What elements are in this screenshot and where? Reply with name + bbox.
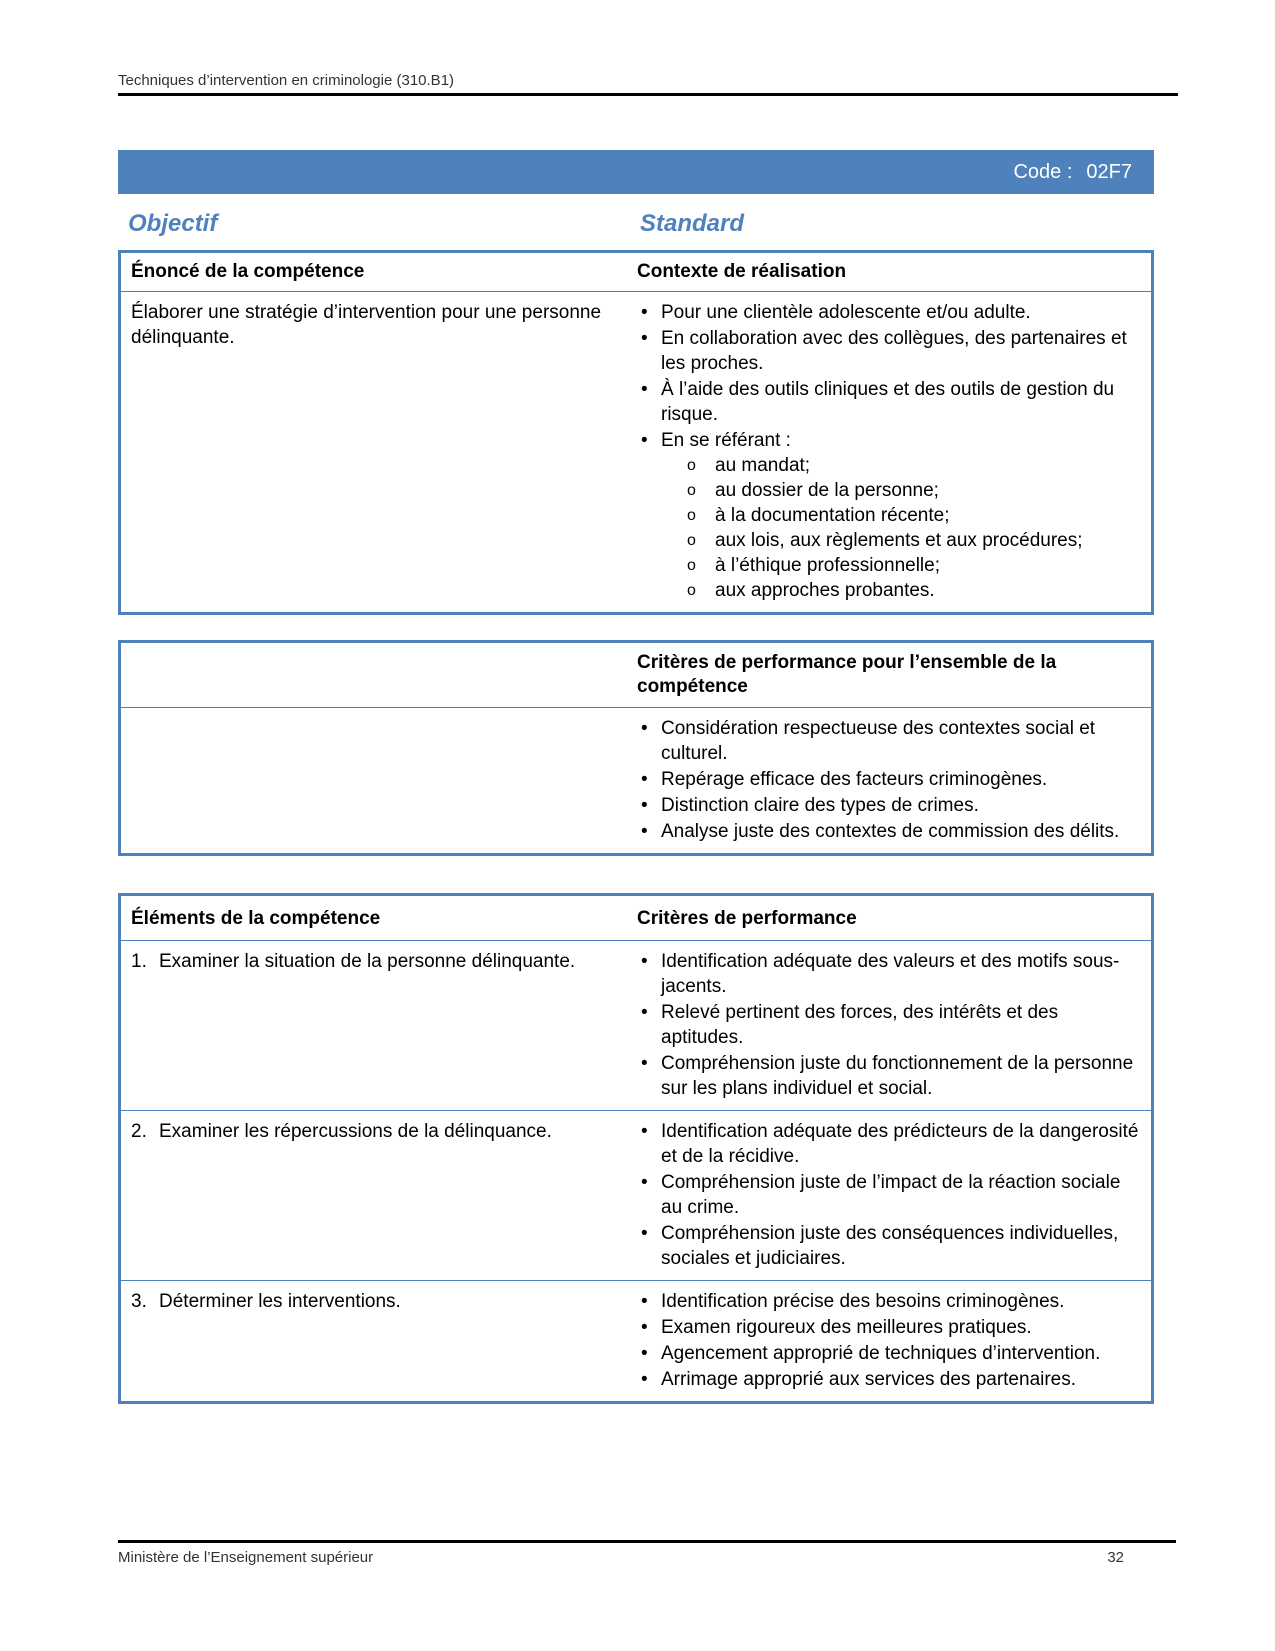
criteria-list [637, 1289, 1141, 1392]
list-item: • Compréhension juste de l’impact de la réaction sociale au crime. [641, 1172, 1121, 1218]
ensemble-table [118, 640, 1154, 856]
page-footer [118, 1540, 1176, 1566]
circle-bullet-icon: o [687, 532, 696, 549]
list-item: • Agencement approprié de techniques d’intervention. [641, 1343, 1101, 1364]
list-item: o à la documentation récente; [687, 505, 950, 526]
list-item: • Arrimage approprié aux services des partenaires. [641, 1369, 1077, 1390]
list-item: • Compréhension juste du fonctionnement de la personne sur les plans individuel et social. [641, 1053, 1134, 1099]
criteria-cell [631, 941, 1151, 1110]
element-label: 1. Examiner la situation de la personne délinquante. [131, 951, 576, 972]
elements-header-row [121, 896, 1151, 941]
circle-bullet-icon: o [687, 507, 696, 524]
competence-statement: Élaborer une stratégie d’intervention pour une personne délinquante. [131, 302, 602, 348]
page-header: Techniques d’intervention en criminologie (310.B1) [118, 72, 1178, 96]
circle-bullet-icon: o [687, 557, 696, 574]
criteria-list [637, 949, 1141, 1101]
bullet-icon: • [641, 1369, 648, 1390]
contexte-cell [631, 292, 1151, 612]
element-row-3 [121, 1281, 1151, 1401]
list-item: • Considération respectueuse des contextes social et culturel. [641, 718, 1096, 764]
bullet-icon: • [641, 1223, 648, 1244]
standard-label: Standard [640, 210, 745, 237]
referant-list [661, 453, 1141, 603]
bullet-icon: • [641, 302, 648, 323]
bullet-icon: • [641, 1002, 648, 1023]
element-label: 2. Examiner les répercussions de la délinquance. [131, 1121, 552, 1142]
code-value: 02F7 [1086, 160, 1132, 183]
list-item: • Relevé pertinent des forces, des intérêts et des aptitudes. [641, 1002, 1059, 1048]
enonce-header: Énoncé de la compétence [131, 261, 365, 282]
ensemble-body-row [121, 708, 1151, 853]
ensemble-list [637, 716, 1141, 844]
code-bar [118, 150, 1154, 194]
ensemble-cell [631, 708, 1151, 853]
list-item: • Distinction claire des types de crimes. [641, 795, 979, 816]
bullet-icon: • [641, 1172, 648, 1193]
list-item: o au dossier de la personne; [687, 480, 939, 501]
criteres-header: Critères de performance [637, 908, 857, 929]
list-item: • En collaboration avec des collègues, des partenaires et les proches. [641, 328, 1127, 374]
criteria-cell [631, 1111, 1151, 1280]
list-item: • Examen rigoureux des meilleures pratiques. [641, 1317, 1032, 1338]
elements-table [118, 893, 1154, 1404]
footer-ministry: Ministère de l’Enseignement supérieur [118, 1549, 374, 1566]
objectif-label: Objectif [128, 210, 218, 237]
code-label: Code : [1013, 160, 1073, 183]
list-item: • Pour une clientèle adolescente et/ou adulte. [641, 302, 1031, 323]
circle-bullet-icon: o [687, 457, 696, 474]
list-item: o aux approches probantes. [687, 580, 935, 601]
list-item: o au mandat; [687, 455, 811, 476]
bullet-icon: • [641, 328, 648, 349]
list-item: • Repérage efficace des facteurs criminogènes. [641, 769, 1048, 790]
list-item: • En se référant : o au mandat; o au dossier de la personne; o à la documentation récente; o aux lois, aux règlements et aux procédures; o à l’éthique professionnelle; o aux approches probantes. [637, 428, 1141, 603]
competence-header-row [121, 253, 1151, 292]
list-item: • Analyse juste des contextes de commission des délits. [641, 821, 1120, 842]
bullet-icon: • [641, 1053, 648, 1074]
element-row-2 [121, 1111, 1151, 1281]
contexte-header: Contexte de réalisation [637, 261, 847, 282]
list-item: • Compréhension juste des conséquences individuelles, sociales et judiciaires. [641, 1223, 1119, 1269]
contexte-list [637, 300, 1141, 603]
circle-bullet-icon: o [687, 582, 696, 599]
bullet-icon: • [641, 951, 648, 972]
bullet-icon: • [641, 1343, 648, 1364]
bullet-icon: • [641, 718, 648, 739]
element-label: 3. Déterminer les interventions. [131, 1291, 401, 1312]
page-number: 32 [1107, 1549, 1124, 1566]
ensemble-header: Critères de performance pour l’ensemble de la compétence [637, 652, 1057, 697]
list-item: • À l’aide des outils cliniques et des outils de gestion du risque. [641, 379, 1115, 425]
bullet-icon: • [641, 1121, 648, 1142]
bullet-icon: • [641, 1291, 648, 1312]
circle-bullet-icon: o [687, 482, 696, 499]
criteria-list [637, 1119, 1141, 1271]
element-row-1 [121, 941, 1151, 1111]
list-item: • Identification adéquate des prédicteurs de la dangerosité et de la récidive. [641, 1121, 1139, 1167]
bullet-icon: • [641, 769, 648, 790]
ensemble-header-row [121, 643, 1151, 708]
list-item: o aux lois, aux règlements et aux procédures; [687, 530, 1083, 551]
bullet-icon: • [641, 821, 648, 842]
elements-header: Éléments de la compétence [131, 908, 381, 929]
bullet-icon: • [641, 795, 648, 816]
bullet-icon: • [641, 1317, 648, 1338]
list-item: • Identification précise des besoins criminogènes. [641, 1291, 1065, 1312]
bullet-icon: • [641, 430, 648, 451]
list-item: o à l’éthique professionnelle; [687, 555, 940, 576]
competence-table [118, 250, 1154, 615]
bullet-icon: • [641, 379, 648, 400]
list-item: • Identification adéquate des valeurs et des motifs sous-jacents. [641, 951, 1120, 997]
criteria-cell [631, 1281, 1151, 1401]
competence-body-row [121, 292, 1151, 612]
